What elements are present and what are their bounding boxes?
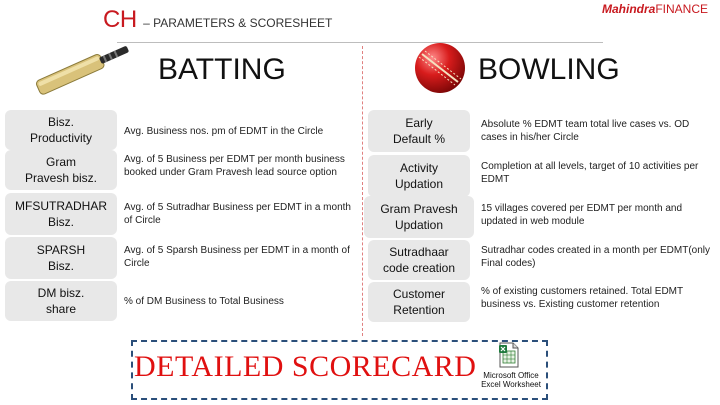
label-line-1: Activity xyxy=(399,161,438,175)
batting-label-productivity xyxy=(5,110,117,150)
bowling-desc-gram-pravesh-updation: 15 villages covered per EDMT per month and updated in web module xyxy=(481,203,683,227)
label-line-2: Productivity xyxy=(29,131,93,145)
batting-label-gram-pravesh xyxy=(5,150,117,190)
batting-desc-productivity: Avg. Business nos. pm of EDMT in the Circle xyxy=(124,126,324,137)
label-line-2: Pravesh bisz. xyxy=(24,171,98,185)
bowling-desc-customer-retention: % of existing customers retained. Total EDMT business vs. Existing customer retention xyxy=(481,286,683,310)
batting-desc-sparsh: Avg. of 5 Sparsh Business per EDMT in a month of Circle xyxy=(124,245,350,269)
bowling-label-activity-updation xyxy=(368,155,470,197)
page-title xyxy=(103,6,332,34)
cricket-ball-icon xyxy=(412,40,468,96)
brand-logo-suffix: FINANCE xyxy=(655,2,709,16)
batting-desc-dm-share: % of DM Business to Total Business xyxy=(124,296,284,307)
excel-file-icon[interactable] xyxy=(498,342,520,368)
batting-label-mfsutradhar xyxy=(5,193,117,235)
bowling-label-gram-pravesh-updation xyxy=(364,196,474,238)
page-title-sub: – PARAMETERS & SCORESHEET xyxy=(143,16,333,30)
caption-line-2: Excel Worksheet xyxy=(481,380,541,389)
label-line-2: Default % xyxy=(392,132,446,146)
label-line-1: Gram xyxy=(46,155,76,169)
label-line-2: Updation xyxy=(394,218,444,232)
label-line-1: Early xyxy=(405,116,433,130)
label-line-1: Sutradhaar xyxy=(389,245,449,259)
batting-label-dm-share xyxy=(5,281,117,321)
label-line-2: Updation xyxy=(394,177,444,191)
label-line-1: MFSUTRADHAR xyxy=(15,199,107,213)
bowling-label-sutradhaar-code xyxy=(368,240,470,280)
bowling-desc-early-default: Absolute % EDMT team total live cases vs. OD cases in his/her Circle xyxy=(481,119,690,143)
bowling-desc-activity-updation: Completion at all levels, target of 10 activities per EDMT xyxy=(481,161,699,185)
label-line-2: Retention xyxy=(393,303,445,317)
excel-attachment-caption[interactable] xyxy=(476,371,546,389)
caption-line-1: Microsoft Office xyxy=(483,371,539,380)
page-title-main: CH xyxy=(103,6,137,33)
cricket-bat-icon xyxy=(26,40,136,98)
batting-label-sparsh xyxy=(5,237,117,279)
label-line-2: Bisz. xyxy=(47,259,74,273)
section-divider xyxy=(362,46,363,336)
batting-heading: BATTING xyxy=(158,53,286,86)
batting-desc-gram-pravesh: Avg. of 5 Business per EDMT per month business booked under Gram Pravesh lead source option xyxy=(124,154,345,178)
bowling-label-early-default xyxy=(368,110,470,152)
label-line-1: SPARSH xyxy=(36,243,86,257)
brand-logo xyxy=(602,2,708,16)
brand-logo-name: Mahindra xyxy=(602,2,656,16)
label-line-1: Gram Pravesh xyxy=(380,202,458,216)
title-divider xyxy=(117,42,603,43)
label-line-2: Bisz. xyxy=(47,215,74,229)
bowling-label-customer-retention xyxy=(368,282,470,322)
label-line-1: Customer xyxy=(392,287,445,301)
label-line-2: share xyxy=(45,302,76,316)
label-line-2: code creation xyxy=(382,261,456,275)
bowling-heading: BOWLING xyxy=(478,53,620,86)
label-line-1: Bisz. xyxy=(47,115,74,129)
bowling-desc-sutradhaar-code: Sutradhar codes created in a month per EDMT(only Final codes) xyxy=(481,245,710,269)
label-line-1: DM bisz. xyxy=(37,286,85,300)
batting-desc-mfsutradhar: Avg. of 5 Sutradhar Business per EDMT in a month of Circle xyxy=(124,202,351,226)
detailed-scorecard-label[interactable]: DETAILED SCORECARD xyxy=(134,350,477,383)
